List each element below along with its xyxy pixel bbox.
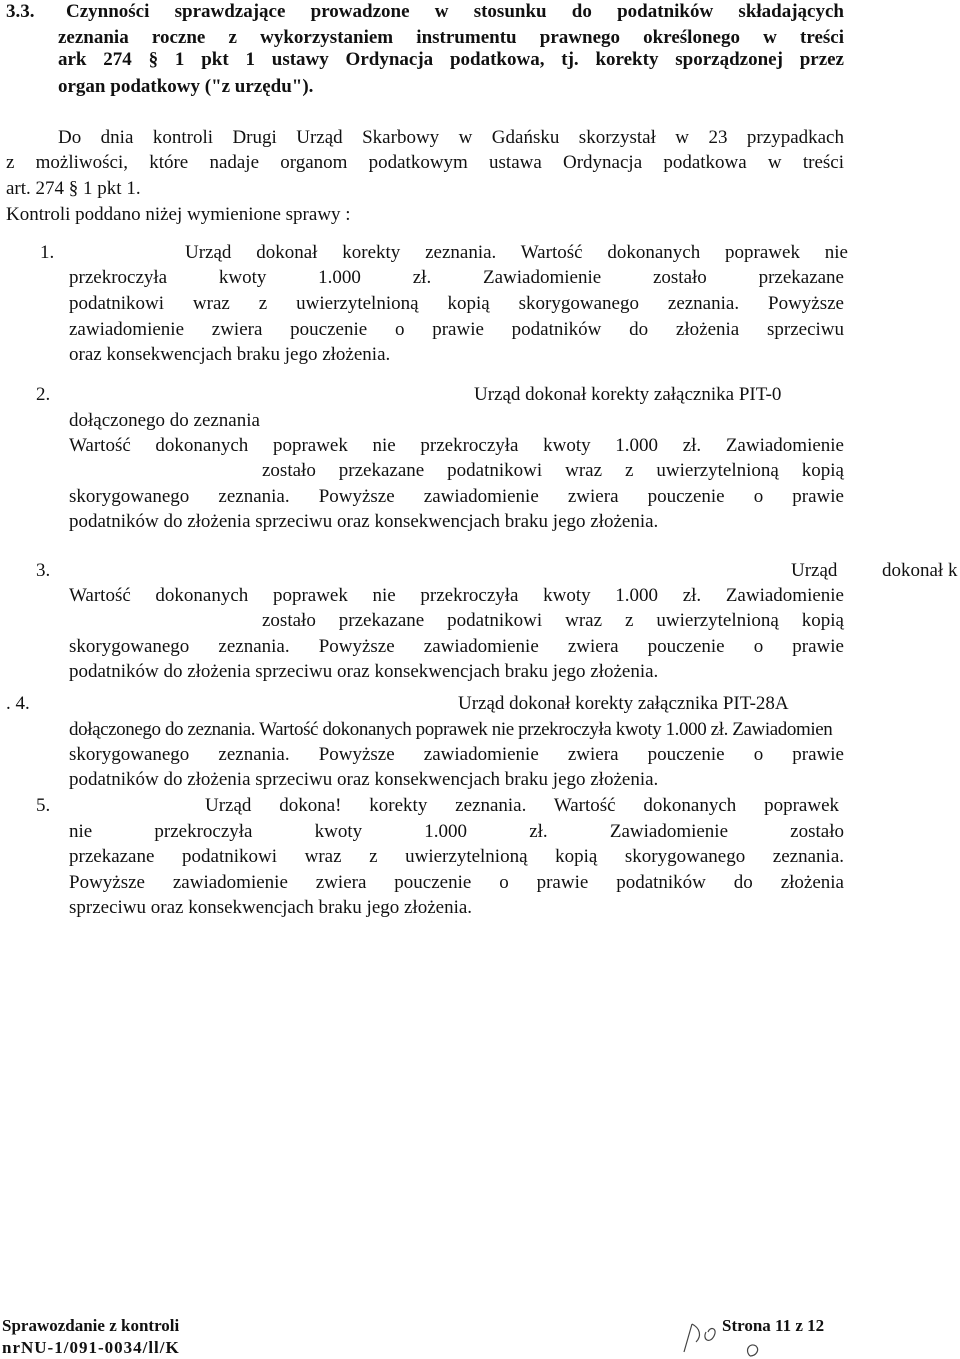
item-5-line-4: sprzeciwu oraz konsekwencjach braku jego złożenia.: [69, 897, 473, 918]
item-3-line-3: skorygowanego zeznania. Powyższe zawiadomienie zwiera pouczenie o prawie: [69, 636, 844, 657]
item-4-head: Urząd dokonał korekty załącznika PIT-28A: [458, 693, 789, 714]
item-4-number: . 4.: [6, 693, 30, 714]
item-1-line-4: oraz konsekwencjach braku jego złożenia.: [69, 344, 391, 365]
section-title-line-1: Czynności sprawdzające prowadzone w stosunku do podatników składających: [66, 1, 844, 22]
intro-line-1: Do dnia kontroli Drugi Urząd Skarbowy w Gdańsku skorzystał w 23 przypadkach: [58, 127, 844, 148]
section-title-line-2: zeznania roczne z wykorzystaniem instrumentu prawnego określonego w treści: [58, 27, 844, 48]
list-lead: Kontroli poddano niżej wymienione sprawy :: [6, 204, 351, 225]
item-4-line-3: podatników do złożenia sprzeciwu oraz konsekwencjach braku jego złożenia.: [69, 769, 659, 790]
item-5-line-2: przekazane podatnikowi wraz z uwierzytelnioną kopią skorygowanego zeznania.: [69, 846, 844, 867]
intro-line-3: art. 274 § 1 pkt 1.: [6, 178, 141, 199]
item-1-head: Urząd dokonał korekty zeznania. Wartość dokonanych poprawek nie: [185, 242, 848, 263]
item-5-line-3: Powyższe zawiadomienie zwiera pouczenie o prawie podatników do złożenia: [69, 872, 844, 893]
item-1-line-3: zawiadomienie zwiera pouczenie o prawie podatników do złożenia sprzeciwu: [69, 319, 844, 340]
item-2-head: Urząd dokonał korekty załącznika PIT-0: [474, 384, 782, 405]
footer-page-number: Strona 11 z 12: [722, 1316, 825, 1335]
item-2-number: 2.: [36, 384, 51, 405]
item-2-line-5: podatników do złożenia sprzeciwu oraz konsekwencjach braku jego złożenia.: [69, 511, 659, 532]
item-1-number: 1.: [40, 242, 55, 263]
item-4-line-1: dołączonego do zeznania. Wartość dokonanych poprawek nie przekroczyła kwoty 1.000 zł. Zawiadomien: [69, 719, 833, 740]
footer-reference: nrNU-1/091-0034/ll/K: [2, 1338, 180, 1357]
item-3-line-1: Wartość dokonanych poprawek nie przekroczyła kwoty 1.000 zł. Zawiadomienie: [69, 585, 844, 606]
item-1-line-2: podatnikowi wraz z uwierzytelnioną kopią skorygowanego zeznania. Powyższe: [69, 293, 844, 314]
item-5-head: Urząd dokona! korekty zeznania. Wartość dokonanych poprawek: [205, 795, 839, 816]
item-3-number: 3.: [36, 560, 51, 581]
item-3-head-a: Urząd: [791, 560, 838, 581]
item-3-head-b: dokonał k: [882, 560, 958, 581]
item-2-line-4: skorygowanego zeznania. Powyższe zawiadomienie zwiera pouczenie o prawie: [69, 486, 844, 507]
section-title-line-4: organ podatkowy ("z urzędu").: [58, 76, 314, 97]
item-1-line-1: przekroczyła kwoty 1.000 zł. Zawiadomienie zostało przekazane: [69, 267, 844, 288]
item-5-number: 5.: [36, 795, 51, 816]
intro-line-2: z możliwości, które nadaje organom podatkowym ustawa Ordynacja podatkowa w treści: [6, 152, 844, 173]
item-2-line-3: zostało przekazane podatnikowi wraz z uwierzytelnioną kopią: [262, 460, 844, 481]
item-4-line-2: skorygowanego zeznania. Powyższe zawiadomienie zwiera pouczenie o prawie: [69, 744, 844, 765]
item-2-line-1: dołączonego do zeznania: [69, 410, 260, 431]
item-2-line-2: Wartość dokonanych poprawek nie przekroczyła kwoty 1.000 zł. Zawiadomienie: [69, 435, 844, 456]
item-5-line-1: nie przekroczyła kwoty 1.000 zł. Zawiadomienie zostało: [69, 821, 844, 842]
footer-report-title: Sprawozdanie z kontroli: [2, 1316, 180, 1335]
item-3-line-2: zostało przekazane podatnikowi wraz z uwierzytelnioną kopią: [262, 610, 844, 631]
section-number: 3.3.: [6, 1, 35, 22]
section-title-line-3: ark 274 § 1 pkt 1 ustawy Ordynacja podatkowa, tj. korekty sporządzonej przez: [58, 49, 844, 70]
signature-mark: [680, 1318, 770, 1358]
item-3-line-4: podatników do złożenia sprzeciwu oraz konsekwencjach braku jego złożenia.: [69, 661, 659, 682]
